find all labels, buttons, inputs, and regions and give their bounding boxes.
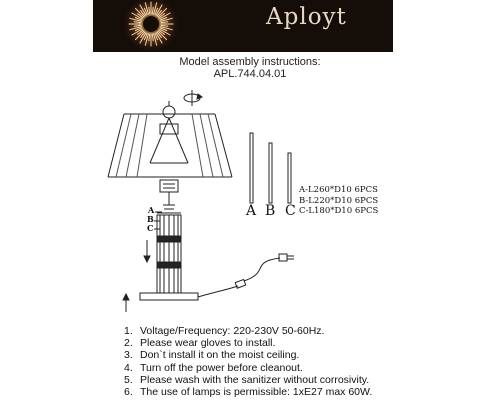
rod-b: [269, 143, 272, 203]
rod-a: [250, 133, 253, 203]
instruction-item: 6. The use of lamps is permissible: 1хE27 max 60W.: [124, 386, 373, 399]
lamp-base: [140, 293, 198, 300]
spare-rods: [250, 133, 291, 203]
rotate-arrow-icon: [184, 90, 202, 106]
crystal-column: [157, 215, 181, 293]
instructions-list: [124, 325, 372, 398]
rod-spec-list: [299, 185, 378, 217]
part-label-a: A: [148, 205, 155, 215]
rod-letter-a: A: [246, 203, 257, 219]
rod-spec-c: C-L180*D10 6PCS: [299, 206, 379, 216]
rod-spec-a: A-L260*D10 6PCS: [299, 185, 378, 195]
instruction-item: 1. Voltage/Frequency: 220-230V 50-60Hz.: [124, 325, 325, 337]
rod-spec-b: B-L220*D10 6PCS: [299, 195, 379, 206]
instructions-title: Model assembly instructions:: [179, 56, 321, 68]
model-number: APL.744.04.01: [213, 68, 287, 80]
instruction-item: 3. Don`t install it on the moist ceiling.: [124, 349, 300, 362]
lamp-socket: [157, 180, 181, 213]
part-label-b: B: [147, 214, 154, 224]
rod-letter-c: C: [285, 203, 296, 219]
rod-c: [288, 153, 291, 203]
instruction-item: 4. Turn off the power before cleanout.: [124, 361, 303, 374]
brand-name: Aployt: [266, 4, 347, 30]
finial: [163, 106, 175, 118]
rod-letter-b: B: [265, 203, 276, 219]
instruction-item: 5. Please wash with the sanitizer without corrosivity.: [124, 373, 370, 386]
part-label-c: C: [147, 223, 154, 233]
power-cord: [198, 254, 294, 297]
instruction-item: 2. Please wear gloves to install.: [124, 337, 276, 350]
lampshade: [108, 114, 232, 177]
